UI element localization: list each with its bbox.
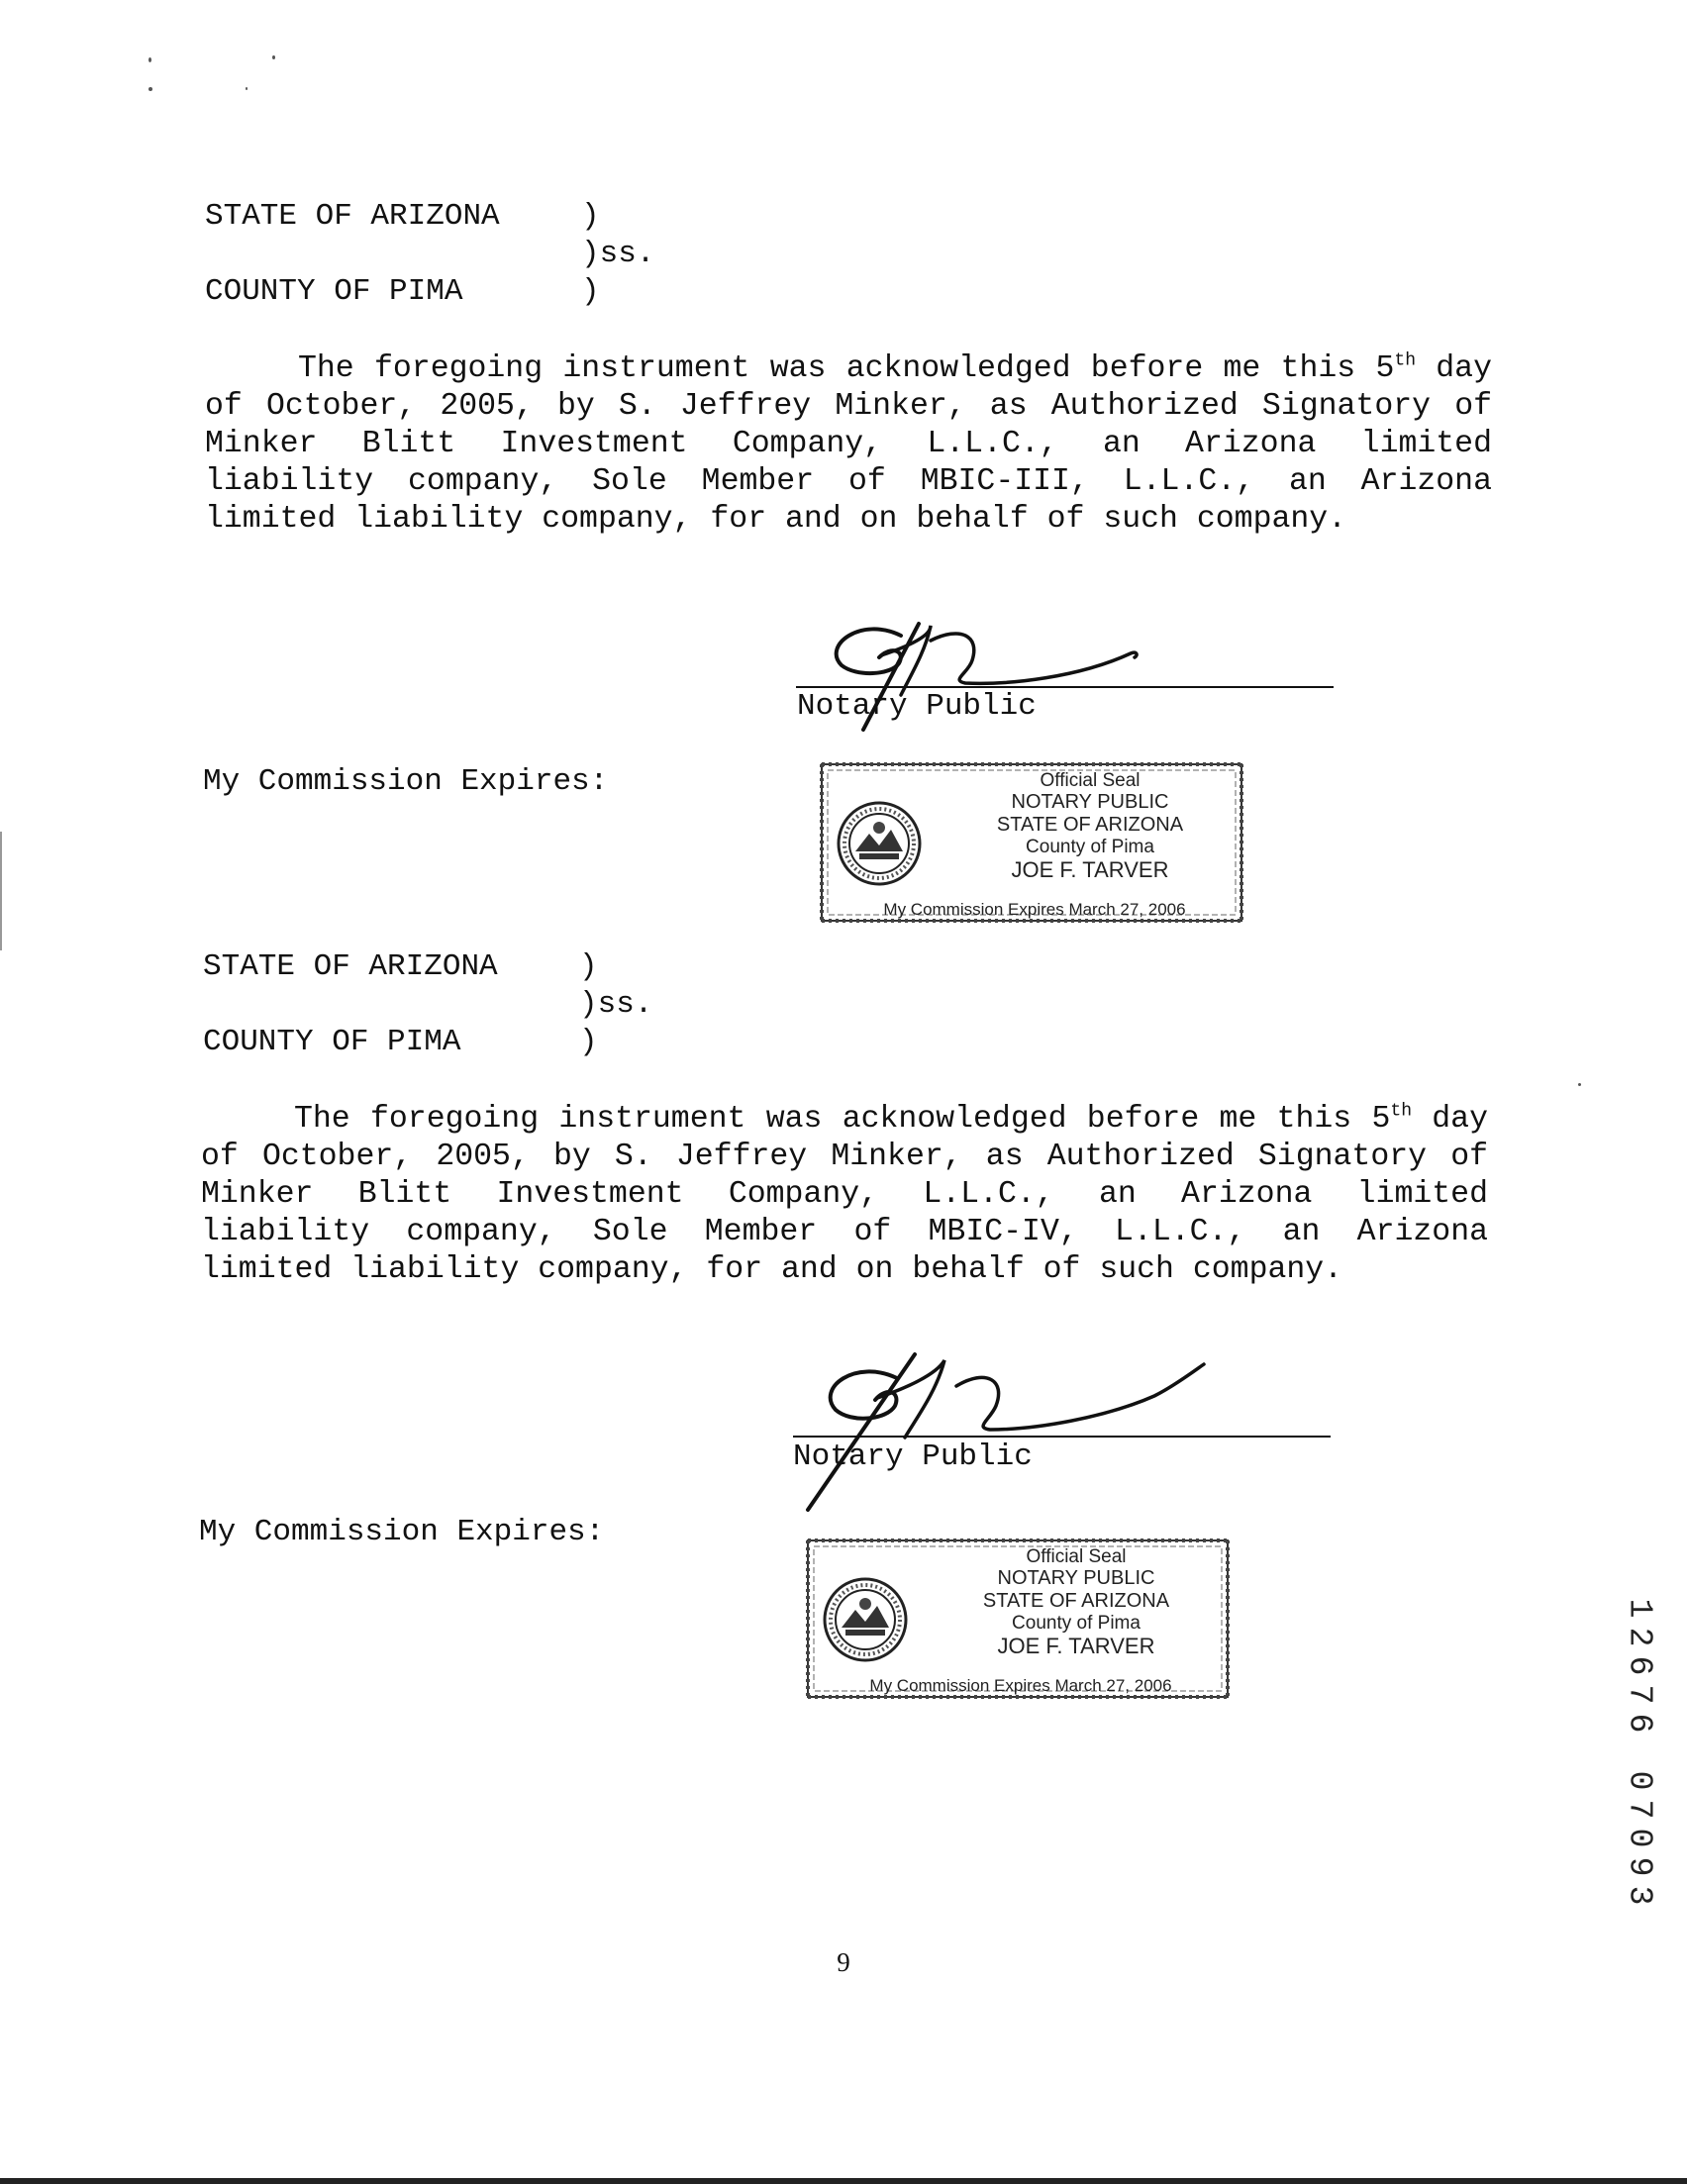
recording-digit: 2 — [1621, 1627, 1658, 1647]
venue-paren: ) — [581, 199, 600, 234]
ordinal-suffix: th — [1394, 350, 1416, 371]
recording-digit: 7 — [1621, 1684, 1658, 1705]
seal-commission-expiry: My Commission Expires March 27, 2006 — [883, 900, 1186, 919]
scan-speck — [246, 87, 248, 90]
venue-paren: ) — [581, 274, 600, 309]
scan-speck — [149, 87, 152, 91]
seal-notary-name: JOE F. TARVER — [1011, 857, 1169, 882]
signature-line — [793, 1436, 1331, 1438]
paragraph-body: day of October, 2005, by S. Jeffrey Minker, as Authorized Signatory of Minker Blitt Investment Company, L.L.C., an Arizona limited liability company, Sole Member of MBIC-IV, L.L.C., an Arizona limited liability company, for and on behalf of such company. — [201, 1102, 1488, 1287]
seal-text — [883, 770, 1224, 919]
notary-public-label: Notary Public — [797, 689, 1037, 724]
seal-county: County of Pima — [1012, 1613, 1141, 1634]
state-label: STATE OF ARIZONA — [205, 199, 500, 234]
venue-paren: ) — [579, 949, 598, 984]
paragraph-lead: The foregoing instrument was acknowledged before me this 5 — [294, 1102, 1391, 1137]
acknowledgment-paragraph — [201, 1101, 1488, 1289]
notary-public-label: Notary Public — [793, 1439, 1033, 1474]
seal-official-seal: Official Seal — [1026, 1546, 1127, 1567]
seal-commission-expiry: My Commission Expires March 27, 2006 — [869, 1676, 1172, 1695]
scan-speck — [149, 57, 151, 62]
ss-label: )ss. — [581, 237, 655, 271]
scan-speck — [1578, 1083, 1581, 1086]
commission-expires-label: My Commission Expires: — [199, 1515, 605, 1549]
state-label: STATE OF ARIZONA — [203, 949, 498, 984]
paragraph-lead: The foregoing instrument was acknowledged before me this 5 — [298, 351, 1395, 386]
recording-digit: 9 — [1621, 1856, 1658, 1877]
seal-text — [869, 1546, 1210, 1695]
recording-digit: 7 — [1621, 1799, 1658, 1820]
state-seal-emblem — [822, 1576, 909, 1663]
scan-bottom-edge — [0, 2178, 1687, 2184]
recording-digit: 6 — [1621, 1713, 1658, 1734]
notary-signature — [778, 1346, 1214, 1515]
seal-state: STATE OF ARIZONA — [996, 814, 1184, 836]
seal-state: STATE OF ARIZONA — [982, 1590, 1170, 1612]
acknowledgment-paragraph — [205, 350, 1492, 539]
recording-digit: 0 — [1621, 1770, 1658, 1791]
notary-seal — [804, 1537, 1232, 1701]
recording-digit: 3 — [1621, 1885, 1658, 1906]
seal-official-seal: Official Seal — [1040, 770, 1141, 791]
scan-speck — [272, 55, 275, 59]
ss-label: )ss. — [579, 987, 653, 1022]
notary-signature — [782, 606, 1158, 745]
signature-line — [796, 686, 1334, 688]
notary-seal — [818, 760, 1245, 925]
venue-paren: ) — [579, 1025, 598, 1059]
recording-digit: 6 — [1621, 1655, 1658, 1676]
recording-digit: 0 — [1621, 1828, 1658, 1848]
paragraph-body: day of October, 2005, by S. Jeffrey Minker, as Authorized Signatory of Minker Blitt Investment Company, L.L.C., an Arizona limited liability company, Sole Member of MBIC-III, L.L.C., an Arizona limited liability company, for and on behalf of such company. — [205, 351, 1492, 537]
state-seal-emblem — [836, 800, 923, 887]
commission-expires-label: My Commission Expires: — [203, 764, 609, 799]
seal-county: County of Pima — [1026, 837, 1154, 857]
recording-number — [1620, 1594, 1659, 1910]
scan-edge-mark — [0, 832, 2, 950]
county-label: COUNTY OF PIMA — [205, 274, 463, 309]
seal-notary-public: NOTARY PUBLIC — [997, 1567, 1155, 1589]
page-number: 9 — [837, 1947, 850, 1977]
recording-digit: 1 — [1621, 1598, 1658, 1619]
county-label: COUNTY OF PIMA — [203, 1025, 461, 1059]
seal-notary-public: NOTARY PUBLIC — [1011, 791, 1169, 813]
seal-notary-name: JOE F. TARVER — [997, 1634, 1155, 1658]
ordinal-suffix: th — [1390, 1101, 1412, 1122]
